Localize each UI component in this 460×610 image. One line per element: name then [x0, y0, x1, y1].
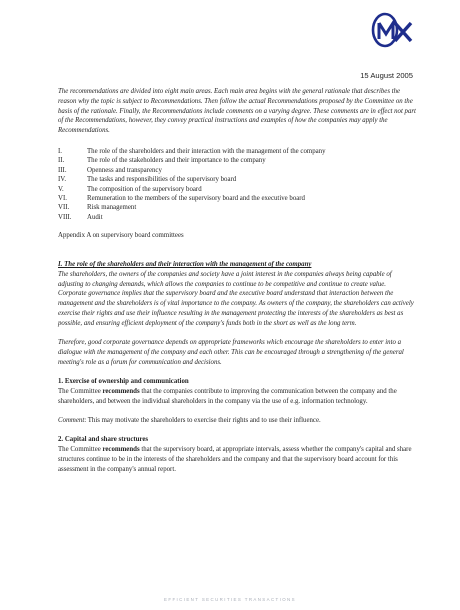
recommends-keyword: recommends — [102, 387, 140, 395]
recommendation-text: The Committee — [58, 445, 103, 453]
footer-tagline: EFFICIENT SECURITIES TRANSACTIONS — [164, 597, 296, 602]
recommendation-paragraph — [58, 387, 416, 407]
toc-item — [58, 147, 416, 156]
comment-label: Comment — [58, 416, 85, 424]
toc-item — [58, 203, 416, 212]
toc-title: The tasks and responsibilities of the supervisory board — [87, 176, 237, 184]
toc-title: Risk management — [87, 204, 137, 212]
toc-number: VII. — [58, 204, 70, 212]
comment-text: : This may motivate the shareholders to exercise their rights and to use their influence. — [84, 416, 321, 424]
toc-item — [58, 213, 416, 222]
toc-title: Openness and transparency — [87, 166, 162, 174]
document-body — [58, 87, 416, 474]
toc-item — [58, 156, 416, 165]
section-paragraph: Therefore, good corporate governance depends on appropriate frameworks which encourage the shareholders to enter into a dialogue with the management of the company and each other. This can be encouraged through a strengthening of the general meeting's role as a forum for communication and decisions. — [58, 339, 404, 366]
toc-number: V. — [58, 185, 64, 193]
toc-number: I. — [58, 147, 62, 155]
section-heading: I. The role of the shareholders and their interaction with the management of the company — [58, 261, 312, 269]
toc-title: The composition of the supervisory board — [87, 185, 202, 193]
omx-logo — [370, 10, 416, 50]
document-date: 15 August 2005 — [360, 71, 413, 80]
recommendation-text: that the companies contribute to improving the communication between the company and the shareholders, and between the individual shareholders in the company via the use of e.g. information technology. — [58, 387, 397, 405]
recommendation-paragraph — [58, 445, 416, 474]
recommends-keyword: recommends — [102, 445, 140, 453]
comment-paragraph — [58, 416, 416, 426]
recommendation-text: The Committee — [58, 387, 103, 395]
section-paragraph: The shareholders, the owners of the companies and society have a joint interest in the companies always being capable of adjusting to changing demands, which allows the companies to continue to be competitive and continue to create value. Corporate governance implies that the supervisory board and the executive board understand that interaction between the management and the shareholders is of vital importance to the company. As owners of the company, the shareholders can actively exercise their rights and use their influence resulting in the management protecting the interests of the shareholders as best as possible, and ensuring efficient deployment of the company's funds both in the short as well as the long term. — [58, 270, 414, 327]
toc-list — [58, 147, 416, 222]
toc-number: II. — [58, 157, 65, 165]
subsection-heading: 2. Capital and share structures — [58, 436, 149, 444]
toc-number: III. — [58, 166, 67, 174]
toc-item — [58, 166, 416, 175]
toc-number: IV. — [58, 176, 67, 184]
toc-item — [58, 175, 416, 184]
toc-title: The role of the stakeholders and their importance to the company — [87, 157, 266, 165]
appendix-line: Appendix A on supervisory board committees — [58, 232, 184, 240]
toc-item — [58, 185, 416, 194]
subsection-heading: 1. Exercise of ownership and communication — [58, 378, 189, 385]
toc-item — [58, 194, 416, 203]
toc-number: VIII. — [58, 213, 72, 221]
toc-title: Audit — [87, 213, 103, 221]
toc-title: The role of the shareholders and their interaction with the management of the company — [87, 147, 326, 155]
toc-number: VI. — [58, 195, 67, 203]
intro-paragraph: The recommendations are divided into eight main areas. Each main area begins with the general rationale that describes the reason why the topic is subject to Recommendations. Then follow the actual Recommendations proposed by the Committee on the basis of the rationale. Finally, the Recommendations include comments on a varying degree. These comments are in effect not part of the Recommendations, however, they convey practical instructions and examples of how the companies may apply the Recommendations. — [58, 88, 416, 135]
recommendation-text: that the supervisory board, at appropriate intervals, assess whether the company's capital and share structures continue to be in the interests of the shareholders and the company and that the supervisory board account for this assessment in the company's annual report. — [58, 445, 412, 473]
toc-title: Remuneration to the members of the supervisory board and the executive board — [87, 195, 305, 203]
